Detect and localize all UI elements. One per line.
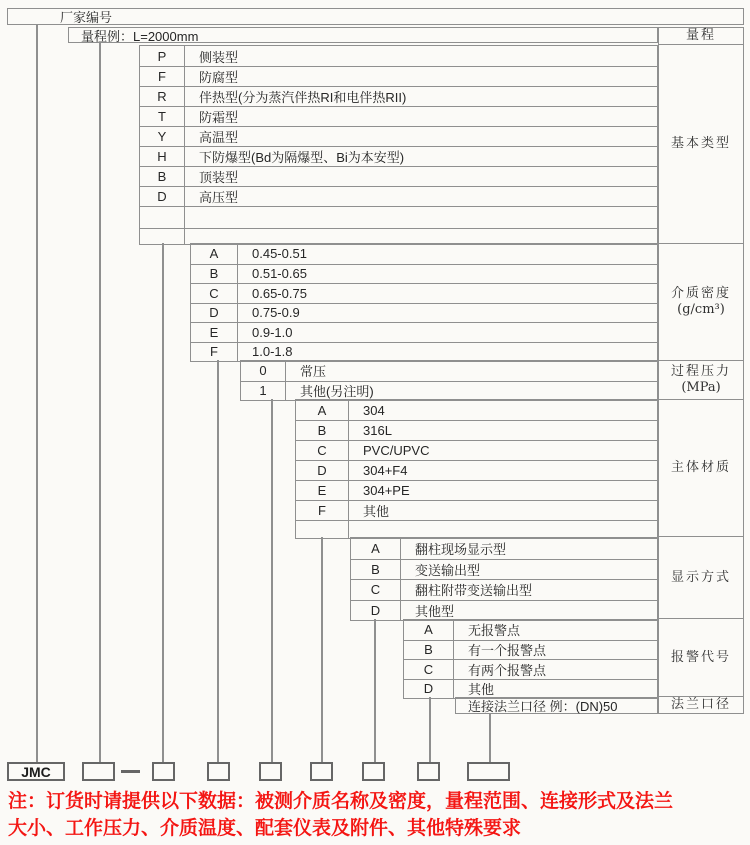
desc-cell: 其他 (363, 504, 390, 519)
desc-cell: 316L (363, 423, 392, 438)
medium-density-table (190, 243, 658, 362)
code-box-pressure (259, 762, 282, 781)
alarm-code-table (403, 619, 658, 699)
code-cell: C (351, 580, 401, 600)
code-box-display (362, 762, 385, 781)
code-cell: D (404, 680, 454, 699)
code-cell (140, 207, 185, 228)
table-row (296, 460, 657, 480)
code-cell: H (140, 147, 185, 166)
desc-cell: 有两个报警点 (468, 662, 547, 678)
flange-size-row (455, 697, 658, 714)
category-text: 显示方式 (670, 569, 731, 585)
category-text: 主体材质 (670, 460, 731, 476)
process-pressure-table (240, 360, 658, 401)
body-material-table (295, 399, 658, 539)
category-text: 法兰口径 (670, 697, 731, 712)
category-label-flange (659, 696, 743, 713)
model-prefix-box (7, 762, 65, 781)
code-cell: 0 (241, 361, 286, 381)
category-label-material (659, 399, 743, 537)
category-label-column (658, 27, 744, 714)
desc-cell: 0.45-0.51 (252, 246, 307, 262)
desc-cell: 0.65-0.75 (252, 285, 307, 301)
table-row (296, 400, 657, 420)
category-label-density (659, 243, 743, 360)
desc-cell: 304+F4 (363, 463, 408, 478)
code-cell: A (191, 244, 238, 264)
table-row (140, 186, 657, 206)
display-mode-table (350, 537, 658, 621)
table-row (140, 228, 657, 244)
connector-line-basic-type (162, 243, 164, 763)
code-box-range (82, 762, 115, 781)
connector-line-alarm (429, 697, 431, 763)
table-row (191, 322, 657, 342)
code-box-density (207, 762, 230, 781)
category-label-pressure (659, 360, 743, 399)
range-example-row (68, 27, 658, 43)
table-row (351, 538, 657, 559)
table-row (140, 106, 657, 126)
desc-cell: 侧装型 (199, 49, 239, 65)
code-cell: T (140, 107, 185, 126)
table-row (140, 46, 657, 66)
desc-cell: 其他型 (415, 603, 455, 619)
code-cell: D (140, 187, 185, 206)
connector-line-material (321, 537, 323, 763)
code-cell: F (140, 67, 185, 86)
desc-cell: 高压型 (199, 190, 239, 205)
desc-cell: 304+PE (363, 483, 410, 498)
desc-cell: 变送输出型 (415, 562, 481, 578)
table-row (191, 244, 657, 264)
flange-size-text: 连接法兰口径 例：(DN)50 (468, 699, 618, 714)
table-row (296, 520, 657, 538)
code-cell: 1 (241, 382, 286, 401)
code-cell: B (351, 560, 401, 580)
desc-cell: 0.51-0.65 (252, 266, 307, 282)
code-cell: Y (140, 127, 185, 146)
table-row (191, 342, 657, 362)
table-row (351, 579, 657, 600)
category-unit: (MPa) (681, 379, 721, 395)
connector-line-flange (489, 714, 491, 763)
category-label-display (659, 536, 743, 618)
code-box-basic-type (152, 762, 175, 781)
table-row (140, 206, 657, 228)
category-label-range (659, 28, 743, 44)
table-row (140, 146, 657, 166)
table-row (404, 640, 657, 660)
table-row (404, 659, 657, 679)
desc-cell: 高温型 (199, 130, 239, 145)
code-box-alarm (417, 762, 440, 781)
connector-line-display (374, 619, 376, 763)
code-cell: C (404, 660, 454, 679)
range-example-label: 量程例：L=2000mm (81, 28, 199, 44)
table-row (351, 559, 657, 580)
table-row (140, 166, 657, 186)
code-cell: C (191, 284, 238, 303)
code-cell: D (351, 601, 401, 621)
code-cell: E (191, 323, 238, 342)
table-row (140, 86, 657, 106)
manufacturer-code-row (7, 8, 744, 25)
desc-cell: 无报警点 (468, 623, 521, 639)
table-row (140, 66, 657, 86)
desc-cell: 其他(另注明) (300, 384, 374, 400)
category-text: 基本类型 (670, 136, 731, 152)
category-text: 过程压力 (670, 363, 731, 379)
table-row (191, 264, 657, 284)
ordering-note-line2: 大小、工作压力、介质温度、配套仪表及附件、其他特殊要求 (8, 818, 522, 839)
desc-cell: 0.75-0.9 (252, 305, 300, 321)
code-box-flange (467, 762, 510, 781)
basic-type-table (139, 45, 658, 245)
code-cell: F (191, 343, 238, 362)
table-row (404, 620, 657, 640)
code-cell: B (140, 167, 185, 186)
desc-cell: PVC/UPVC (363, 443, 430, 458)
desc-cell: 翻柱现场显示型 (415, 541, 507, 557)
category-text: 报警代号 (670, 649, 731, 665)
code-cell (296, 521, 349, 538)
model-prefix-text: JMC (21, 763, 51, 780)
code-cell: B (191, 265, 238, 284)
table-row (296, 500, 657, 520)
code-separator-dash (121, 770, 140, 773)
table-row (296, 480, 657, 500)
table-row (351, 600, 657, 621)
code-cell: E (296, 481, 349, 500)
category-text: 量程 (685, 28, 716, 43)
table-row (140, 126, 657, 146)
code-cell: C (296, 441, 349, 460)
table-row (241, 361, 657, 381)
category-unit: (g/cm³) (677, 302, 725, 318)
code-cell: F (296, 501, 349, 520)
desc-cell: 常压 (300, 364, 327, 380)
code-cell: R (140, 87, 185, 106)
code-cell: D (296, 461, 349, 480)
connector-line-range (99, 43, 101, 763)
desc-cell: 304 (363, 402, 385, 418)
table-row (296, 420, 657, 440)
ordering-note (8, 788, 748, 842)
desc-cell: 其他 (468, 682, 495, 698)
code-cell: A (404, 620, 454, 640)
code-cell: B (404, 641, 454, 660)
category-label-alarm (659, 618, 743, 696)
category-label-basic-type (659, 44, 743, 243)
manufacturer-code-label: 厂家编号 (60, 10, 113, 25)
code-cell (140, 229, 185, 244)
desc-cell: 0.9-1.0 (252, 324, 293, 340)
code-box-material (310, 762, 333, 781)
desc-cell: 有一个报警点 (468, 643, 547, 659)
connector-line-pressure (271, 399, 273, 763)
desc-cell: 伴热型(分为蒸汽伴热RI和电伴热RII) (199, 90, 407, 105)
code-cell: P (140, 46, 185, 66)
desc-cell: 顶装型 (199, 170, 239, 185)
table-row (296, 440, 657, 460)
desc-cell: 1.0-1.8 (252, 344, 293, 360)
desc-cell: 下防爆型(Bd为隔爆型、Bi为本安型) (199, 150, 405, 165)
table-row (191, 283, 657, 303)
category-text: 介质密度 (670, 286, 731, 302)
ordering-note-line1: 注：订货时请提供以下数据：被测介质名称及密度，量程范围、连接形式及法兰 (8, 791, 674, 812)
code-cell: D (191, 304, 238, 323)
desc-cell: 防霜型 (199, 110, 239, 125)
code-cell: B (296, 421, 349, 440)
connector-line-density (217, 360, 219, 763)
table-row (191, 303, 657, 323)
desc-cell: 防腐型 (199, 70, 239, 85)
code-cell: A (296, 400, 349, 420)
table-row (241, 381, 657, 401)
connector-line-manufacturer (36, 25, 38, 763)
desc-cell: 翻柱附带变送输出型 (415, 583, 533, 599)
code-cell: A (351, 538, 401, 559)
